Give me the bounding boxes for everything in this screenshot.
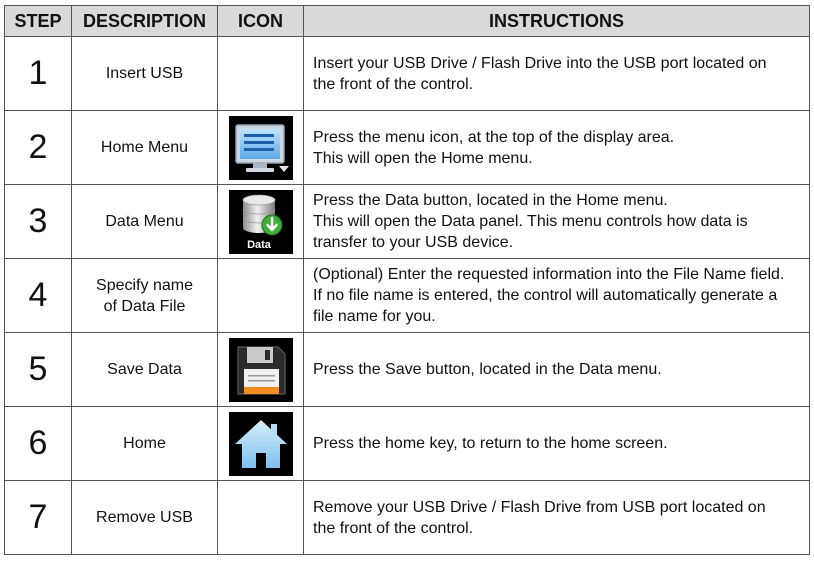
step-description: Insert USB xyxy=(72,37,218,111)
step-number: 4 xyxy=(5,259,72,333)
step-description: Remove USB xyxy=(72,481,218,555)
step-instructions: Press the Data button, located in the Home menu. This will open the Data panel. This menu controls how data is transfer to your USB device. xyxy=(304,185,810,259)
header-row xyxy=(5,6,810,37)
table-row xyxy=(5,333,810,407)
header-instructions: INSTRUCTIONS xyxy=(304,6,810,37)
icon-cell xyxy=(218,185,304,259)
step-number: 5 xyxy=(5,333,72,407)
step-number: 7 xyxy=(5,481,72,555)
table-row xyxy=(5,481,810,555)
home-icon xyxy=(229,412,293,476)
step-number: 2 xyxy=(5,111,72,185)
step-instructions: Press the home key, to return to the home screen. xyxy=(304,407,810,481)
monitor-menu-icon xyxy=(229,116,293,180)
step-number: 1 xyxy=(5,37,72,111)
icon-cell xyxy=(218,333,304,407)
step-number: 6 xyxy=(5,407,72,481)
icon-cell xyxy=(218,481,304,555)
step-description: Specify name of Data File xyxy=(72,259,218,333)
database-icon-label: Data xyxy=(246,238,271,251)
header-description: DESCRIPTION xyxy=(72,6,218,37)
table-row xyxy=(5,37,810,111)
table-row xyxy=(5,407,810,481)
icon-cell xyxy=(218,37,304,111)
table-row xyxy=(5,185,810,259)
header-icon: ICON xyxy=(218,6,304,37)
header-step: STEP xyxy=(5,6,72,37)
floppy-disk-icon xyxy=(229,338,293,402)
step-description: Data Menu xyxy=(72,185,218,259)
step-description: Home Menu xyxy=(72,111,218,185)
icon-cell xyxy=(218,111,304,185)
icon-cell xyxy=(218,259,304,333)
instruction-table xyxy=(4,5,810,555)
table-row xyxy=(5,111,810,185)
step-instructions: Insert your USB Drive / Flash Drive into the USB port located on the front of the control. xyxy=(304,37,810,111)
step-instructions: Press the menu icon, at the top of the display area. This will open the Home menu. xyxy=(304,111,810,185)
icon-cell xyxy=(218,407,304,481)
step-instructions: Press the Save button, located in the Data menu. xyxy=(304,333,810,407)
step-instructions: Remove your USB Drive / Flash Drive from USB port located on the front of the control. xyxy=(304,481,810,555)
step-number: 3 xyxy=(5,185,72,259)
step-instructions: (Optional) Enter the requested information into the File Name field. If no file name is entered, the control will automatically generate a file name for you. xyxy=(304,259,810,333)
database-icon xyxy=(229,190,293,254)
table-row xyxy=(5,259,810,333)
step-description: Home xyxy=(72,407,218,481)
step-description: Save Data xyxy=(72,333,218,407)
